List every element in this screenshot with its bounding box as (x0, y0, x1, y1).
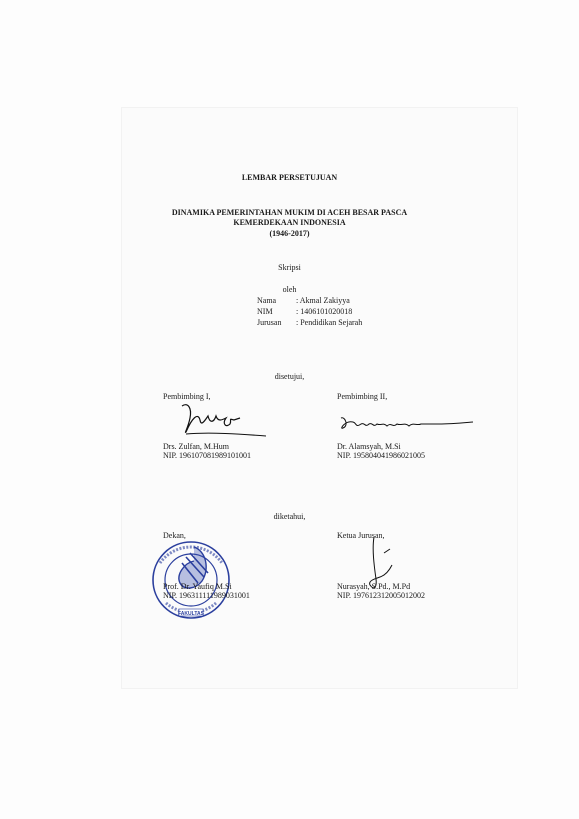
faculty-stamp (146, 533, 236, 623)
supervisor-1-role: Pembimbing I, (163, 392, 211, 401)
document-type: Skripsi (278, 263, 301, 272)
name-value: : Akmal Zakiyya (296, 296, 350, 305)
thesis-title-line-1: DINAMIKA PEMERINTAHAN MUKIM DI ACEH BESAR PASCA (171, 208, 408, 217)
head-of-department-name: Nurasyah, S.Pd., M.Pd (337, 582, 411, 591)
by-label: oleh (282, 285, 297, 294)
supervisor-1-name: Drs. Zulfan, M.Hum (163, 442, 229, 451)
department-label: Jurusan (257, 318, 282, 327)
supervisor-1-nip: NIP. 196107081989101001 (163, 451, 252, 460)
nim-value: : 1406101020018 (296, 307, 353, 316)
acknowledged-label: diketahui, (273, 512, 306, 521)
supervisor-2-signature (335, 412, 475, 438)
thesis-title-years: (1946-2017) (269, 229, 310, 238)
head-of-department-nip: NIP. 197612312005012002 (337, 591, 426, 600)
svg-text:FAKULTAS: FAKULTAS (178, 611, 204, 617)
dean-name: Prof. Dr. Yaufiq M.Si (163, 582, 232, 591)
page-heading: LEMBAR PERSETUJUAN (241, 173, 338, 182)
dean-nip: NIP. 196311111989031001 (163, 591, 250, 600)
dean-role: Dekan, (163, 531, 186, 540)
thesis-title-line-2: KEMERDEKAAN INDONESIA (233, 218, 346, 227)
supervisor-2-nip: NIP. 195804041986021005 (337, 451, 426, 460)
supervisor-2-name: Dr. Alamsyah, M.Si (337, 442, 401, 451)
head-of-department-role: Ketua Jurusan, (337, 531, 385, 540)
approved-label: disetujui, (274, 372, 305, 381)
nim-label: NIM (257, 307, 273, 316)
name-label: Nama (257, 296, 277, 305)
supervisor-1-signature (170, 398, 270, 440)
supervisor-2-role: Pembimbing II, (337, 392, 388, 401)
department-value: : Pendidikan Sejarah (296, 318, 363, 327)
